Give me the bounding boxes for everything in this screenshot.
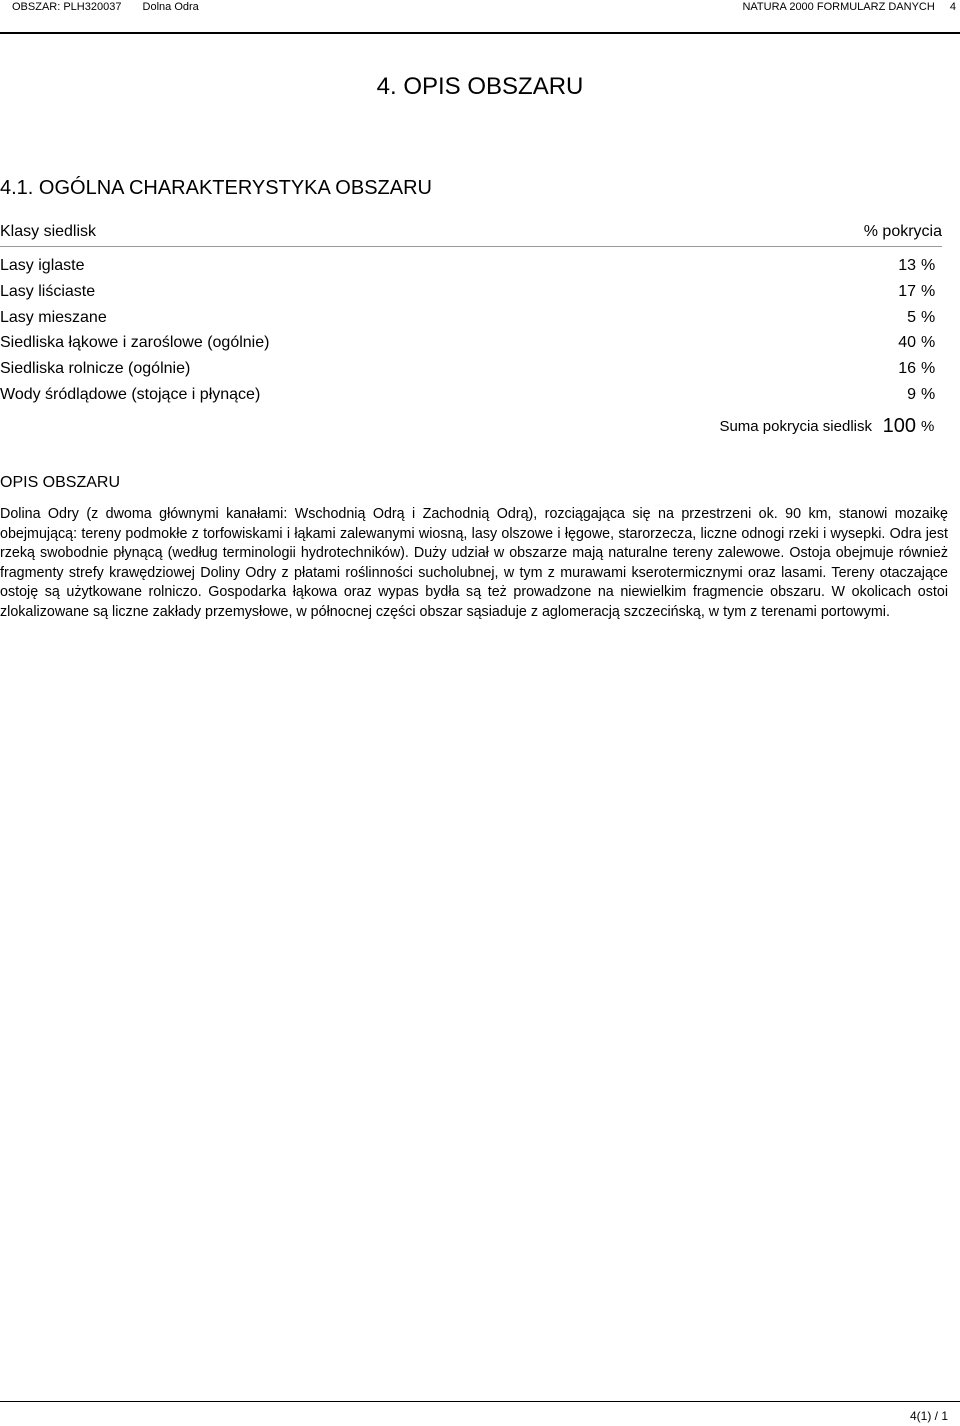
habitat-table-header: [0, 220, 942, 244]
table-row: [0, 383, 960, 409]
column-header-habitat-class: Klasy siedlisk: [0, 223, 97, 240]
percent-sign: %: [921, 308, 936, 326]
percent-sign: %: [921, 257, 936, 274]
percent-sign: %: [921, 418, 935, 435]
header-left: [12, 0, 217, 14]
obszar-code: OBSZAR: PLH320037: [12, 1, 122, 13]
subsection-title: 4.1. OGÓLNA CHARAKTERYSTYKA OBSZARU: [0, 177, 432, 199]
coverage-value: 17: [898, 282, 916, 300]
coverage-value: 16: [898, 360, 916, 378]
table-divider: [0, 246, 942, 247]
percent-sign: %: [921, 385, 936, 403]
habitat-name: Siedliska łąkowe i zaroślowe (ogólnie): [0, 334, 270, 352]
habitat-name: Lasy iglaste: [0, 257, 85, 274]
page-header: [0, 0, 960, 14]
form-name: NATURA 2000 FORMULARZ DANYCH: [742, 1, 935, 13]
habitat-table-rows: [0, 254, 960, 409]
habitat-name: Lasy mieszane: [0, 308, 107, 326]
habitat-name: Lasy liściaste: [0, 282, 96, 300]
coverage-value: 5: [907, 308, 916, 326]
coverage-value: 40: [898, 334, 916, 352]
description-text: Dolina Odry (z dwoma głównymi kanałami: Wschodnią Odrą i Zachodnią Odrą), rozciągająca się na przestrzeni ok. 90 km, stanowi mozaikę obejmującą: tereny podmokłe z torfowiskami i łąkami zalewanymi wiosną, lasy olszowe i łęgowe, starorzecza, liczne odnogi rzeki i wysepki. Odra jest rzeką swobodnie płynącą (według terminologii hydrotechników). Duży udział w obszarze mają naturalne tereny zalewowe. Ostoja obejmuje również fragmenty strefy krawędziowej Doliny Odry z płatami roślinności sucholubnej, w tym z murawami kserotermicznymi oraz lasami. Tereny otaczające ostoję są użytkowane rolniczo. Gospodarka łąkowa oraz wypas bydła są też prowadzone na niewielkim fragmencie obszaru. W okolicach ostoi zlokalizowane są liczne zakłady przemysłowe, w północnej części obszar sąsiaduje z aglomeracją szczecińską, w tym z terenami portowymi.: [0, 506, 948, 620]
description-title: OPIS OBSZARU: [0, 474, 121, 491]
sum-value: 100: [882, 415, 916, 437]
page-indicator: 4(1) / 1: [909, 1409, 948, 1423]
table-row: [0, 357, 960, 383]
coverage-value: 13: [898, 257, 916, 274]
section-title: 4. OPIS OBSZARU: [376, 73, 584, 100]
header-right: [730, 0, 956, 14]
table-row: [0, 254, 960, 280]
header-divider: [0, 32, 960, 34]
column-header-coverage: % pokrycia: [863, 223, 942, 240]
percent-sign: %: [921, 334, 936, 352]
coverage-value: 9: [907, 385, 916, 403]
habitat-name: Wody śródlądowe (stojące i płynące): [0, 385, 261, 403]
habitat-name: Siedliska rolnicze (ogólnie): [0, 360, 191, 378]
percent-sign: %: [921, 282, 936, 300]
footer-divider: [0, 1401, 960, 1402]
sum-label: Suma pokrycia siedlisk: [719, 418, 872, 435]
table-row: [0, 331, 960, 357]
header-page-number: 4: [949, 1, 956, 13]
obszar-name: Dolna Odra: [142, 1, 199, 13]
table-row: [0, 306, 960, 332]
percent-sign: %: [921, 360, 936, 378]
coverage-sum: [0, 412, 960, 440]
table-row: [0, 280, 960, 306]
